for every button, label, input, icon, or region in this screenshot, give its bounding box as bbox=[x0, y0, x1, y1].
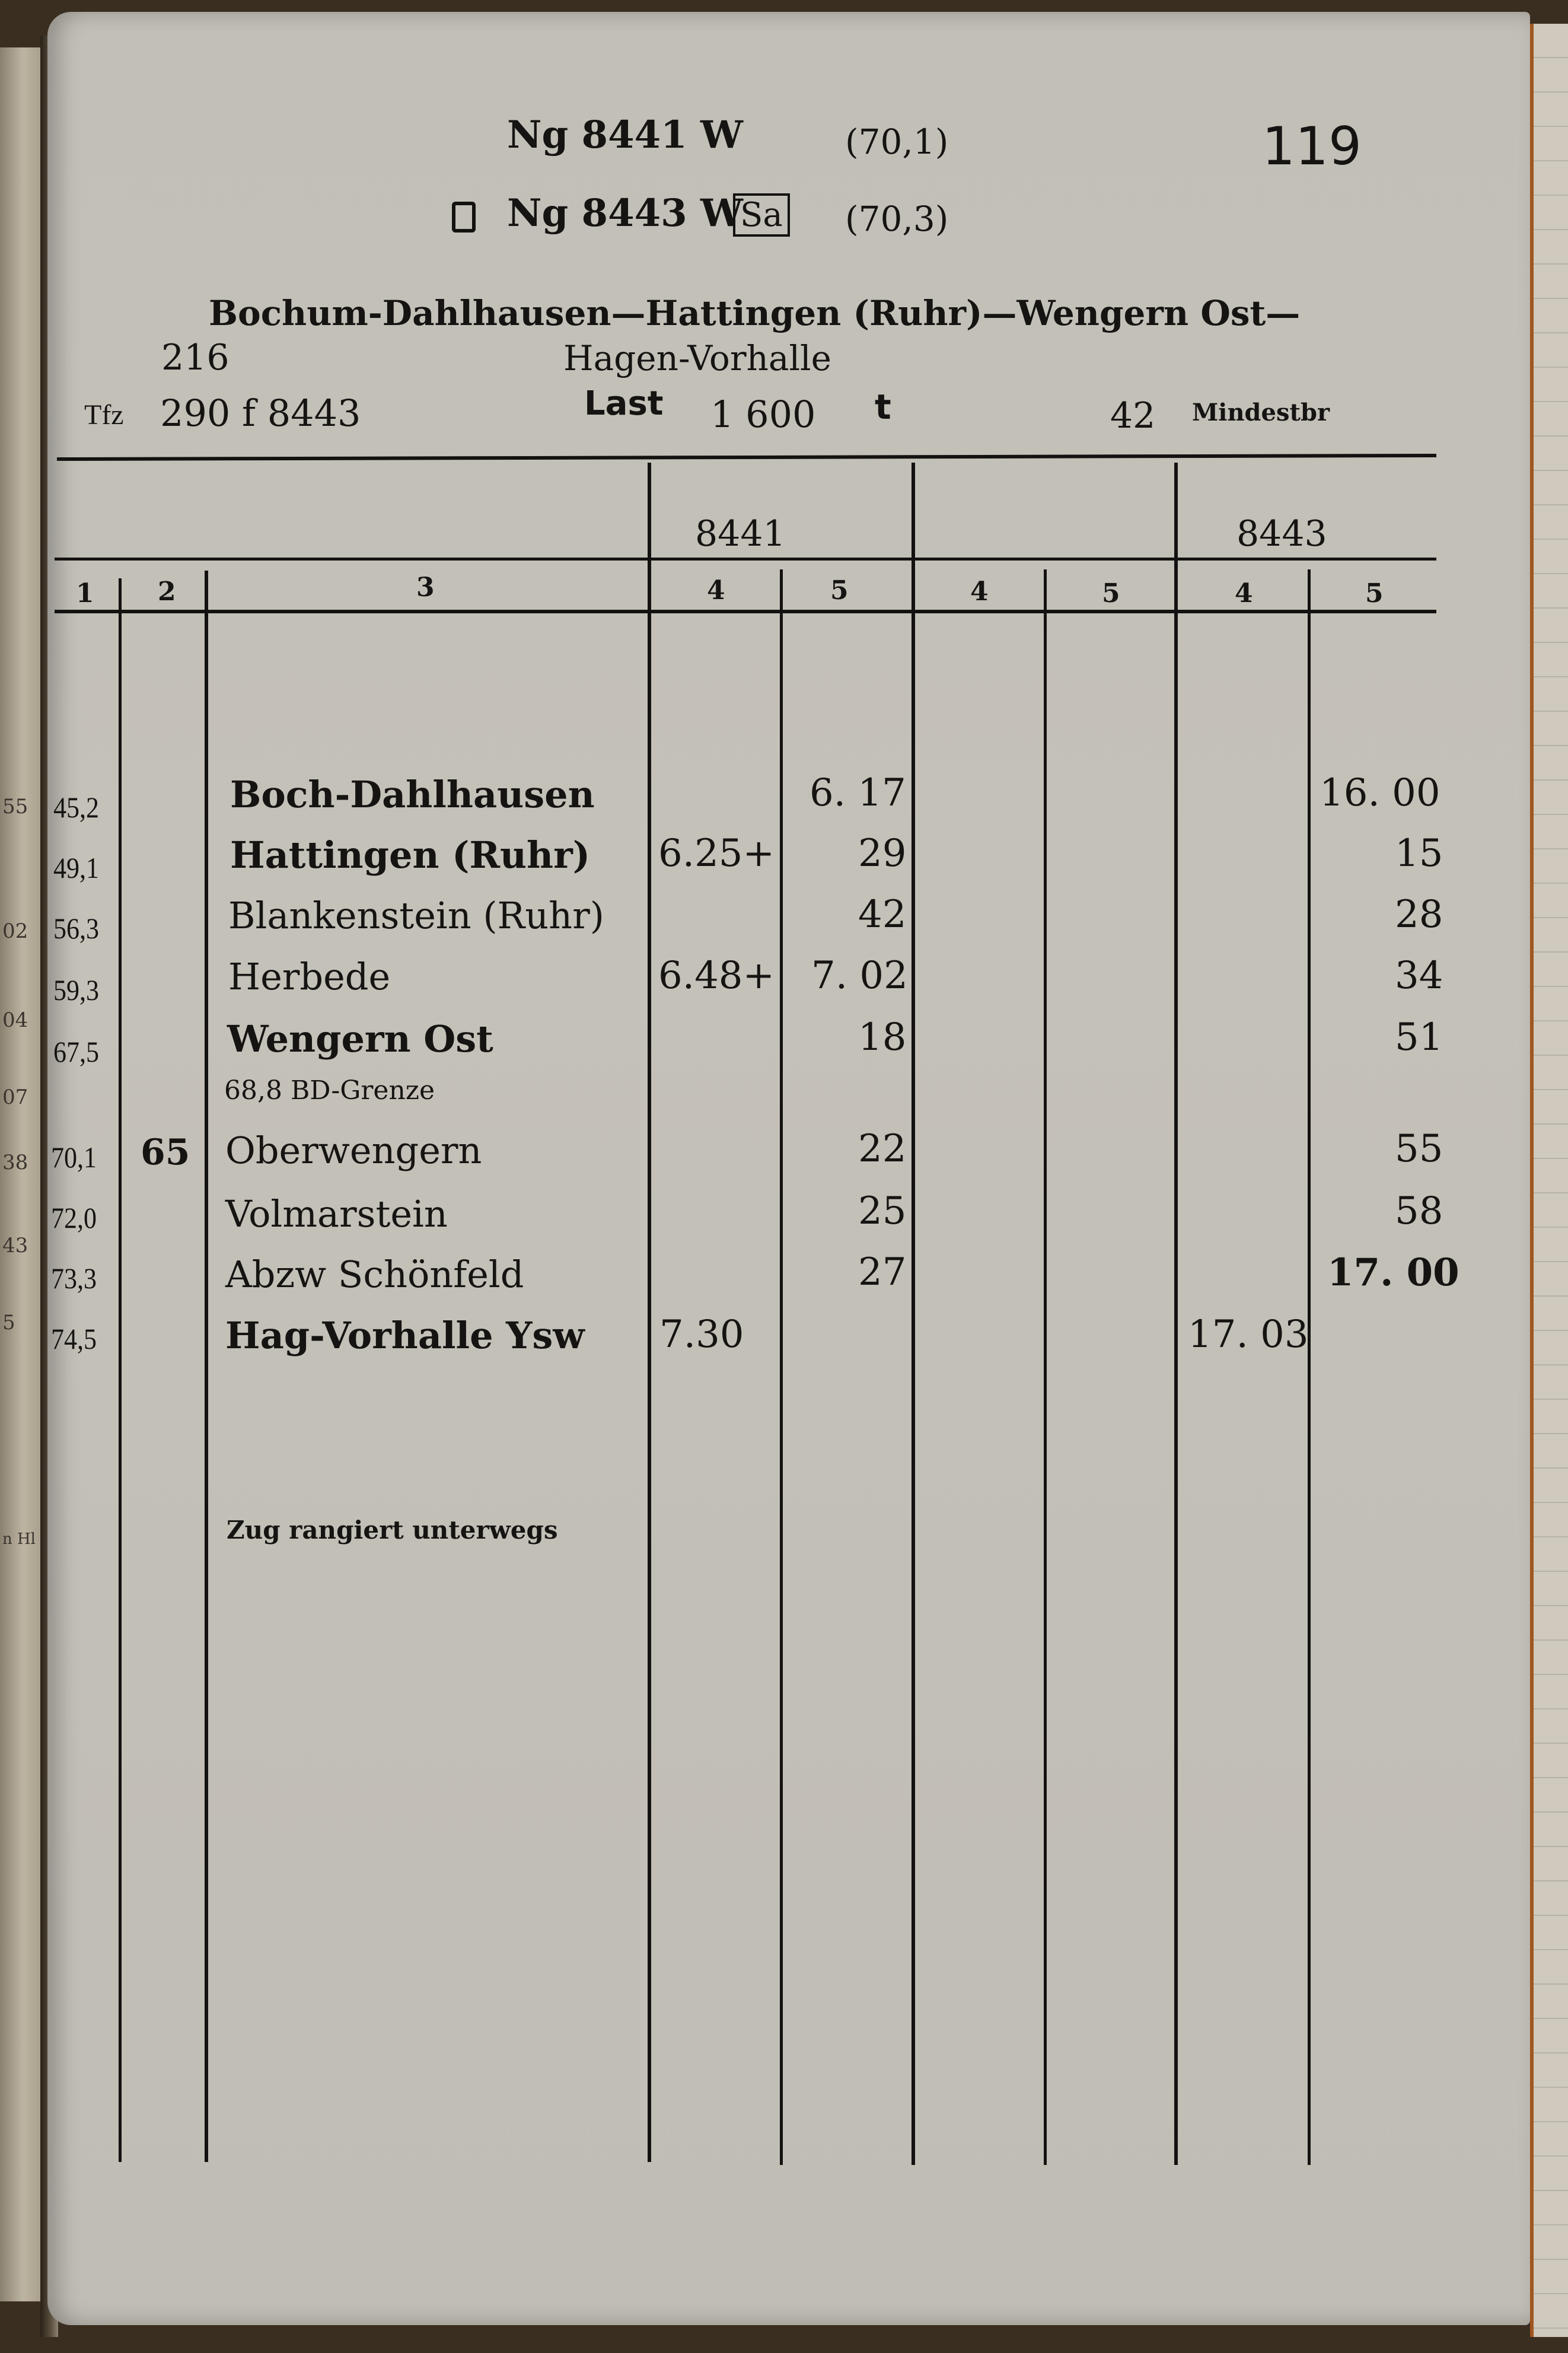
left-margin-number: n Hl bbox=[2, 1530, 36, 1548]
left-margin-number: 38 bbox=[2, 1151, 28, 1174]
column-number: 4 bbox=[970, 577, 989, 607]
station-name: Oberwengern bbox=[225, 1129, 482, 1172]
time-8441-departure: 29 bbox=[858, 832, 907, 875]
left-margin-number: 55 bbox=[2, 795, 28, 819]
column-divider bbox=[1174, 463, 1178, 2165]
saturday-badge: Sa bbox=[733, 193, 790, 237]
time-8441-departure: 27 bbox=[858, 1250, 907, 1294]
time-8441-departure: 25 bbox=[858, 1189, 907, 1233]
left-margin-number: 07 bbox=[2, 1085, 28, 1109]
train-number-1: Ng 8441 W bbox=[507, 113, 743, 157]
group-header-rule bbox=[55, 558, 1436, 561]
tfz-label: Tfz bbox=[84, 399, 124, 431]
border-note: 68,8 BD-Grenze bbox=[224, 1075, 435, 1106]
time-8441-departure: 6. 17 bbox=[810, 771, 906, 815]
time-8443-departure: 34 bbox=[1395, 954, 1443, 998]
station-name: Herbede bbox=[228, 955, 391, 998]
table-row-km: 70,1 bbox=[51, 1141, 97, 1174]
column-divider bbox=[648, 463, 651, 2162]
station-name bbox=[230, 833, 590, 877]
station-name: Hag-Vorhalle Ysw bbox=[225, 1314, 585, 1357]
column-number: 3 bbox=[416, 572, 435, 603]
last-value: 1 600 bbox=[710, 393, 816, 436]
column-number: 4 bbox=[707, 575, 725, 606]
tfz-value: 290 f 8443 bbox=[160, 391, 361, 435]
footnote: Zug rangiert unterwegs bbox=[227, 1515, 558, 1545]
mindestbr-label: Mindestbr bbox=[1192, 399, 1330, 426]
table-row-km: 72,0 bbox=[51, 1201, 97, 1234]
train-1-note: (70,1) bbox=[845, 122, 949, 162]
page-stack-edge bbox=[1530, 24, 1568, 2337]
table-row-km: 45,2 bbox=[53, 791, 99, 824]
station-name: Wengern Ost bbox=[227, 1017, 493, 1061]
table-row-km: 49,1 bbox=[53, 851, 99, 884]
last-label: Last bbox=[584, 384, 664, 423]
line-number: 65 bbox=[141, 1132, 190, 1173]
route-title-continued: Hagen-Vorhalle bbox=[563, 338, 831, 378]
column-number: 5 bbox=[830, 575, 849, 606]
column-divider bbox=[1044, 569, 1047, 2165]
column-divider bbox=[780, 569, 783, 2165]
time-8441-arrival: 6.48+ bbox=[658, 954, 775, 998]
column-number: 5 bbox=[1102, 578, 1120, 609]
last-unit: t bbox=[875, 387, 891, 427]
column-number: 2 bbox=[158, 577, 176, 607]
column-divider bbox=[205, 571, 208, 2162]
train-8441-header: 8441 bbox=[695, 513, 786, 555]
left-margin-number: 04 bbox=[2, 1008, 28, 1032]
table-row-km: 67,5 bbox=[53, 1035, 99, 1068]
table-row-km: 56,3 bbox=[53, 912, 99, 945]
station-name: Boch-Dahlhausen bbox=[230, 773, 595, 816]
column-divider bbox=[912, 463, 915, 2165]
left-margin-number: 5 bbox=[2, 1311, 15, 1335]
time-8441-departure: 18 bbox=[858, 1015, 907, 1059]
route-title: Bochum-Dahlhausen—Hattingen (Ruhr)—Wengern Ost— bbox=[209, 293, 1301, 333]
left-margin-number: 43 bbox=[2, 1234, 28, 1257]
mindestbr-value: 42 bbox=[1110, 395, 1156, 437]
time-8443-departure: 28 bbox=[1395, 893, 1443, 937]
time-8443-departure: 17. 00 bbox=[1327, 1250, 1459, 1295]
time-8443-departure: 55 bbox=[1395, 1127, 1443, 1171]
column-number: 1 bbox=[76, 578, 94, 609]
column-divider bbox=[1308, 569, 1311, 2165]
time-8443-departure: 16. 00 bbox=[1320, 771, 1440, 815]
page-number: 119 bbox=[1262, 116, 1362, 177]
column-divider bbox=[119, 578, 122, 2162]
table-row-km: 74,5 bbox=[51, 1322, 97, 1355]
time-8441-departure: 7. 02 bbox=[811, 954, 908, 998]
station-name: Volmarstein bbox=[225, 1192, 448, 1236]
adjacent-left-page bbox=[0, 47, 42, 2301]
column-number: 4 bbox=[1235, 578, 1253, 609]
left-margin-number: 02 bbox=[2, 919, 28, 943]
station-name: Abzw Schönfeld bbox=[225, 1253, 524, 1296]
train-number-2: Ng 8443 W bbox=[507, 191, 743, 235]
station-name: Blankenstein (Ruhr) bbox=[228, 894, 604, 937]
time-8443-departure: 58 bbox=[1395, 1189, 1443, 1233]
loco-class: 216 bbox=[161, 337, 230, 378]
time-8443-departure: 15 bbox=[1395, 832, 1443, 875]
train-2-note: (70,3) bbox=[845, 199, 949, 239]
table-row-km: 59,3 bbox=[53, 973, 99, 1007]
time-8441-departure: 42 bbox=[858, 893, 907, 937]
time-8441-departure: 22 bbox=[858, 1127, 907, 1171]
train-8443-header: 8443 bbox=[1236, 513, 1327, 555]
square-box-icon bbox=[452, 202, 476, 233]
time-8441-arrival: 6.25+ bbox=[658, 832, 775, 875]
time-8441-arrival: 7.30 bbox=[659, 1313, 744, 1357]
table-row-km: 73,3 bbox=[51, 1262, 97, 1295]
time-8443-departure: 51 bbox=[1395, 1015, 1443, 1059]
column-header-rule bbox=[55, 610, 1436, 613]
column-number: 5 bbox=[1365, 578, 1384, 609]
time-8443-arrival: 17. 03 bbox=[1188, 1313, 1309, 1357]
station-name-bold: Hattingen (Ruhr) bbox=[230, 833, 591, 877]
